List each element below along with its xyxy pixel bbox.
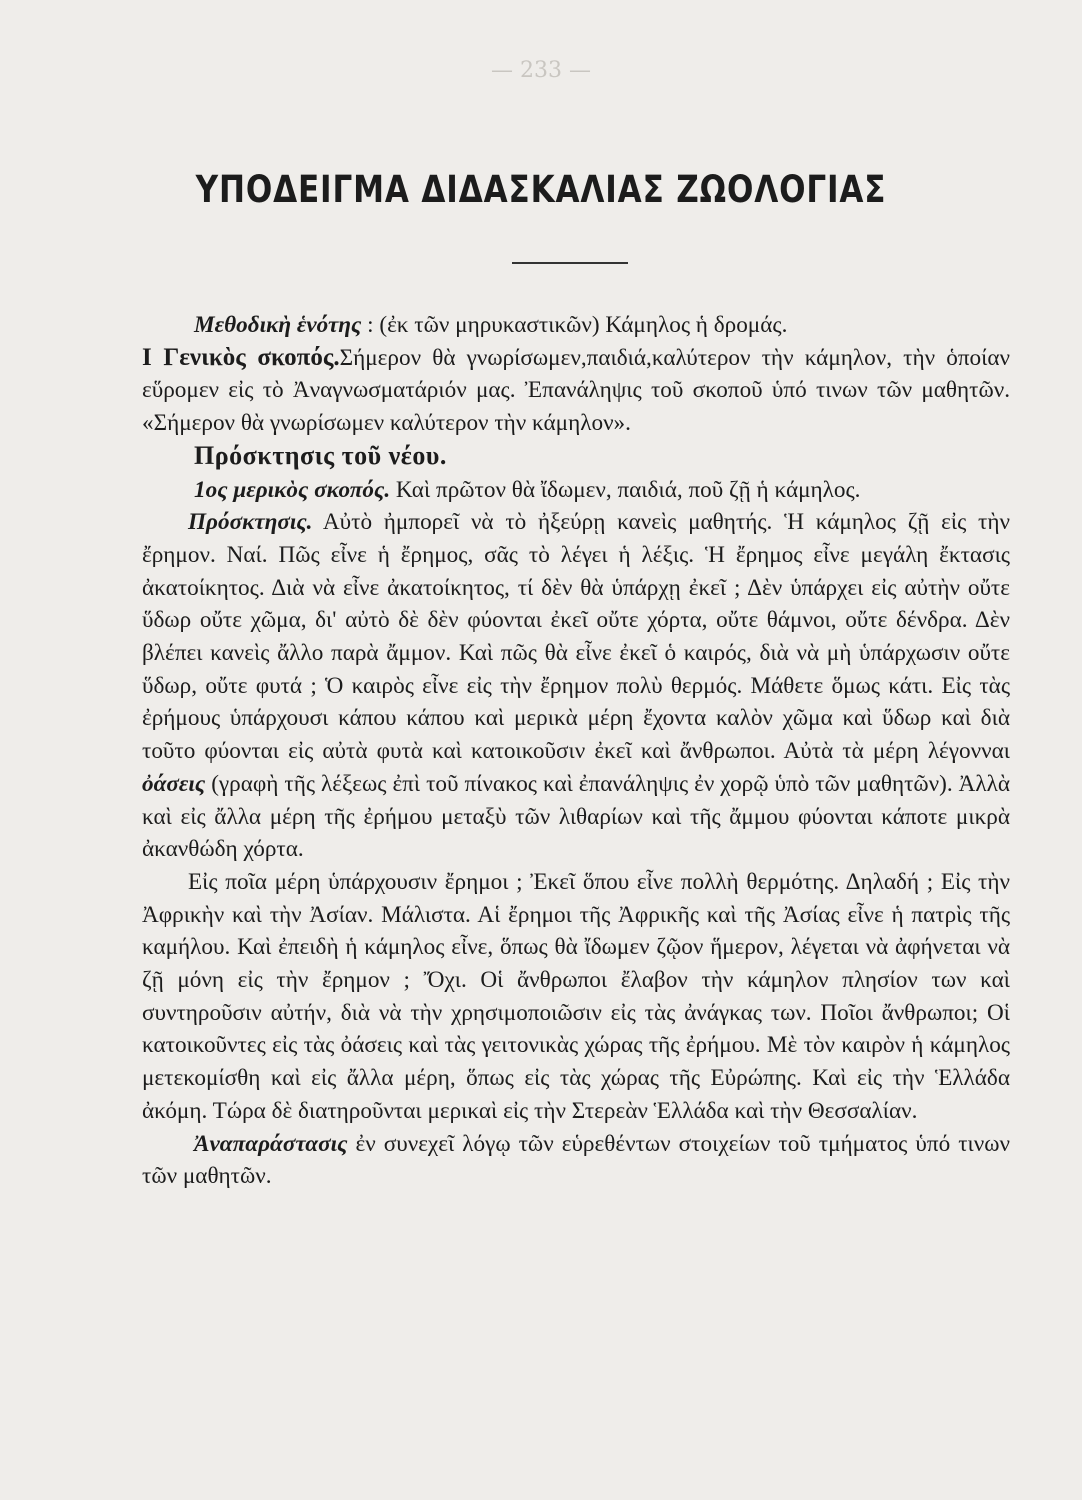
page-title: ΥΠΟΔΕΙΓΜΑ ΔΙΔΑΣΚΑΛΙΑΣ ΖΩΟΛΟΓΙΑΣ: [195, 168, 887, 211]
oasis-term: ὀάσεις: [142, 770, 206, 797]
general-aim-text: Σήμερον θὰ γνωρίσωμεν,παιδιά,καλύτερον τὴν κάμηλον, τὴν ὁποίαν εὕρομεν εἰς τὸ Ἀναγνωσματάριόν μας. Ἐπανάληψις τοῦ σκοποῦ ὑπό τινων τῶν μαθητῶν. «Σήμερον θὰ γνωρίσωμεν καλύτερον τὴν κάμηλον».: [142, 344, 1010, 437]
reproduction-label: Ἀναπαράστασις: [194, 1130, 348, 1157]
general-aim-paragraph: [142, 342, 1010, 440]
acquisition-text-after: (γραφὴ τῆς λέξεως ἐπὶ τοῦ πίνακος καὶ ἐπανάληψις ἐν χορῷ ὑπὸ τῶν μαθητῶν). Ἀλλὰ καὶ εἰς ἄλλα μέρη τῆς ἐρήμου μεταξὺ τῶν λιθαρίων καὶ τῆς ἄμμου φύονται κάποτε μικρὰ ἀκανθώδη χόρτα.: [142, 770, 1011, 863]
page-number: — 233 —: [491, 58, 591, 83]
unit-text: : (ἐκ τῶν μηρυκαστικῶν) Κάμηλος ἡ δρομάς.: [367, 312, 788, 338]
lesson-body: [142, 309, 1010, 1193]
unit-label: Μεθοδικὴ ἑνότης: [194, 312, 362, 338]
general-aim-label: I Γενικὸς σκοπός.: [142, 343, 340, 371]
reproduction-text: ἐν συνεχεῖ λόγῳ τῶν εὑρεθέντων στοιχείων τοῦ τμήματος ὑπό τινων τῶν μαθητῶν.: [142, 1130, 1010, 1190]
partial-aim-text: Καὶ πρῶτον θὰ ἴδωμεν, παιδιά, ποῦ ζῇ ἡ κάμηλος.: [395, 476, 861, 503]
acquisition-text-before: Αὐτὸ ἠμπορεῖ νὰ τὸ ἠξεύρῃ κανεὶς μαθητής. Ἡ κάμηλος ζῇ εἰς τὴν ἔρημον. Ναί. Πῶς εἶνε ἡ ἔρημος, σᾶς τὸ λέγει ἡ λέξις. Ἡ ἔρημος εἶνε μεγάλη ἔκτασις ἀκατοίκητος. Διὰ νὰ εἶνε ἀκατοίκητος, τί δὲν θὰ ὑπάρχῃ ἐκεῖ ; Δὲν ὑπάρχει εἰς αὐτὴν οὔτε ὕδωρ οὔτε χῶμα, δι' αὐτὸ δὲ δὲν φύονται ἐκεῖ οὔτε χόρτα, οὔτε θάμνοι, οὔτε δένδρα. Δὲν βλέπει κανεὶς ἄλλο παρὰ ἄμμον. Καὶ πῶς θὰ εἶνε ἐκεῖ ὁ καιρός, διὰ νὰ μὴ ὑπάρχωσιν οὔτε ὕδωρ, οὔτε φυτά ; Ὁ καιρὸς εἶνε εἰς τὴν ἔρημον πολὺ θερμός. Μάθετε ὅμως κάτι. Εἰς τὰς ἐρήμους ὑπάρχουσι κάπου κάπου καὶ μερικὰ μέρη ἔχοντα καλὸν χῶμα καὶ ὕδωρ καὶ διὰ τοῦτο φύονται εἰς αὐτὰ φυτὰ καὶ κατοικοῦσιν ἐκεῖ καὶ ἄνθρωποι. Αὐτὰ τὰ μέρη λέγονναι: [142, 509, 1010, 765]
acquisition-label: Πρόσκτησις.: [188, 509, 313, 536]
deserts-paragraph: Εἰς ποῖα μέρη ὑπάρχουσιν ἔρημοι ; Ἐκεῖ ὅπου εἶνε πολλὴ θερμότης. Δηλαδή ; Εἰς τὴν Ἀφρικὴν καὶ τὴν Ἀσίαν. Μάλιστα. Αἱ ἔρημοι τῆς Ἀφρικῆς καὶ τῆς Ἀσίας εἶνε ἡ πατρὶς τῆς καμήλου. Καὶ ἐπειδὴ ἡ κάμηλος εἶνε, ὅπως θὰ ἴδωμεν ζῷον ἥμερον, λέγεται νὰ ἀφήνεται νὰ ζῇ μόνη εἰς τὴν ἔρημον ; Ὄχι. Οἱ ἄνθρωποι ἔλαβον τὴν κάμηλον πλησίον των καὶ συντηροῦσιν αὐτήν, διὰ νὰ τὴν χρησιμοποιῶσιν εἰς τὰς ἀνάγκας των. Ποῖοι ἄνθρωποι; Οἱ κατοικοῦντες εἰς τὰς ὀάσεις καὶ τὰς γειτονικὰς χώρας τῆς ἐρήμου. Μὲ τὸν καιρὸν ἡ κάμηλος μετεκομίσθη καὶ εἰς ἄλλα μέρη, ὅπως εἰς τὰς χώρας τῆς Εὐρώπης. Καὶ εἰς τὴν Ἑλλάδα ἀκόμη. Τώρα δὲ διατηροῦνται μερικαὶ εἰς τὴν Στερεὰν Ἑλλάδα καὶ τὴν Θεσσαλίαν.: [142, 868, 1010, 1124]
acquisition-heading: Πρόσκτησις τοῦ νέου.: [194, 440, 447, 470]
partial-aim-label: 1ος μερικὸς σκοπός.: [194, 476, 391, 503]
unit-line: [142, 309, 1010, 342]
reproduction-paragraph: [142, 1128, 1010, 1193]
title-divider: [512, 262, 628, 264]
partial-aim-paragraph: [142, 474, 1010, 507]
acquisition-paragraph: [142, 506, 1010, 866]
